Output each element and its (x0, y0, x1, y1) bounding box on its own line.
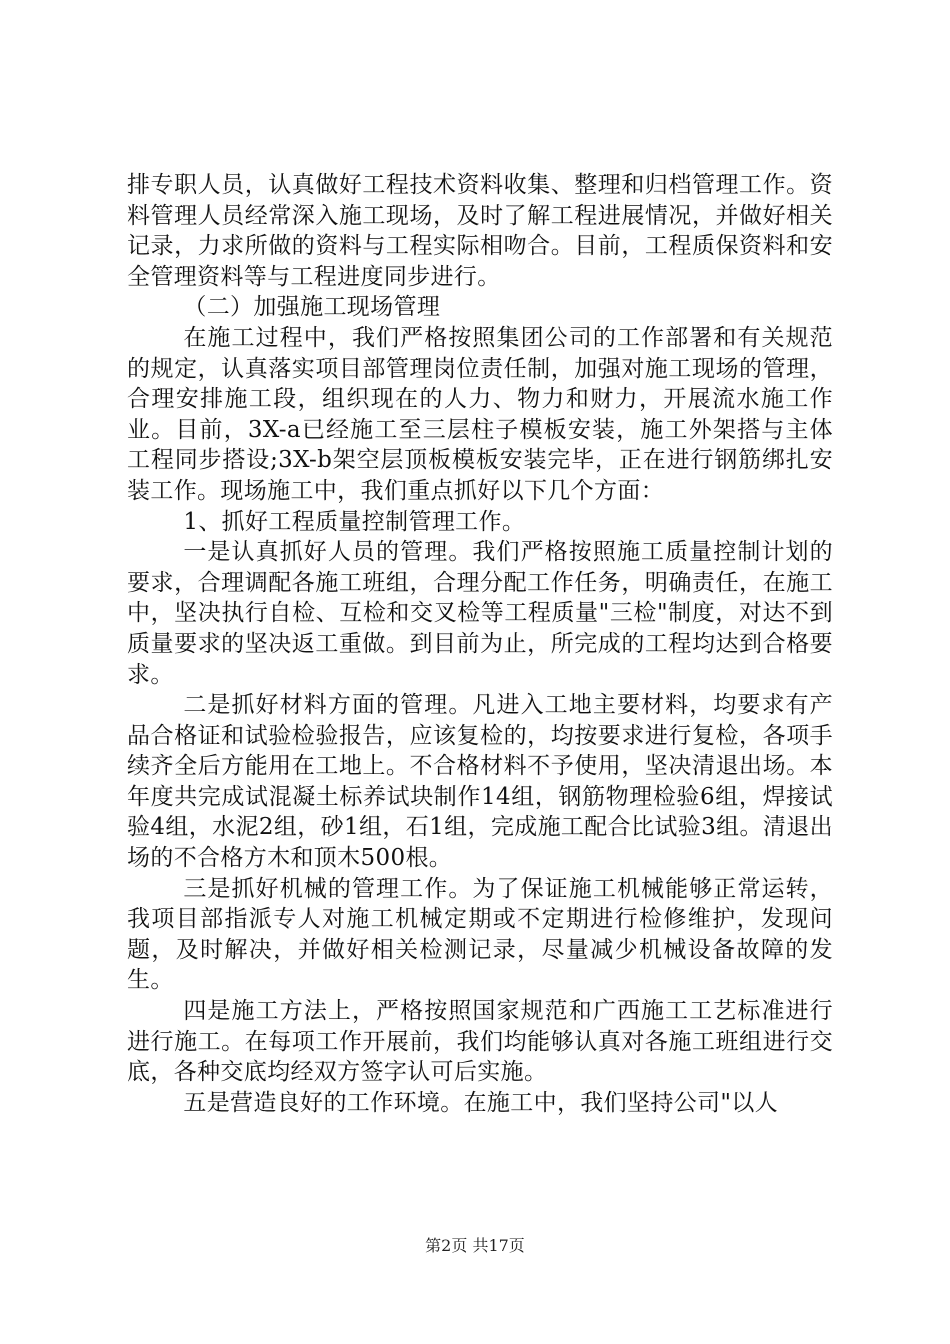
paragraph-work-environment: 五是营造良好的工作环境。在施工中，我们坚持公司"以人 (183, 1089, 779, 1116)
paragraph-construction-method: 四是施工方法上，严格按照国家规范和广西施工工艺标准进行进行施工。在每项工作开展前，我们均能够认真对各施工班组进行交底，各种交底均经双方签字认可后实施。 (127, 998, 833, 1086)
paragraph-personnel-management: 一是认真抓好人员的管理。我们严格按照施工质量控制计划的要求，合理调配各施工班组，合理分配工作任务，明确责任，在施工中，坚决执行自检、互检和交叉检等工程质量"三检"制度，对达不到质量要求的坚决返工重做。到目前为止，所完成的工程均达到合格要求。 (127, 539, 833, 688)
document-body (127, 170, 833, 1118)
subheading-quality-control: 1、抓好工程质量控制管理工作。 (183, 508, 526, 535)
page-footer: 第2页 共17页 (425, 1236, 525, 1255)
paragraph-machinery-management: 三是抓好机械的管理工作。为了保证施工机械能够正常运转，我项目部指派专人对施工机械定期或不定期进行检修维护，发现问题，及时解决，并做好相关检测记录，尽量减少机械设备故障的发生。 (127, 875, 833, 994)
section-heading-2: （二）加强施工现场管理 (183, 294, 441, 321)
paragraph-material-management: 二是抓好材料方面的管理。凡进入工地主要材料，均要求有产品合格证和试验检验报告，应该复检的，均按要求进行复检，各项手续齐全后方能用在工地上。不合格材料不予使用，坚决清退出场。本年度共完成试混凝土标养试块制作14组，钢筋物理检验6组，焊接试验4组，水泥2组，砂1组，石1组，完成施工配合比试验3组。清退出场的不合格方木和顶木500根。 (127, 692, 833, 872)
paragraph-3: 在施工过程中，我们严格按照集团公司的工作部署和有关规范的规定，认真落实项目部管理岗位责任制，加强对施工现场的管理，合理安排施工段，组织现在的人力、物力和财力，开展流水施工作业。目前，3X-a已经施工至三层柱子模板安装，施工外架搭与主体工程同步搭设;3X-b架空层顶板模板安装完毕，正在进行钢筋绑扎安装工作。现场施工中，我们重点抓好以下几个方面： (127, 324, 833, 504)
paragraph-1: 排专职人员，认真做好工程技术资料收集、整理和归档管理工作。资料管理人员经常深入施工现场，及时了解工程进展情况，并做好相关记录，力求所做的资料与工程实际相吻合。目前，工程质保资料和安全管理资料等与工程进度同步进行。 (127, 172, 833, 290)
